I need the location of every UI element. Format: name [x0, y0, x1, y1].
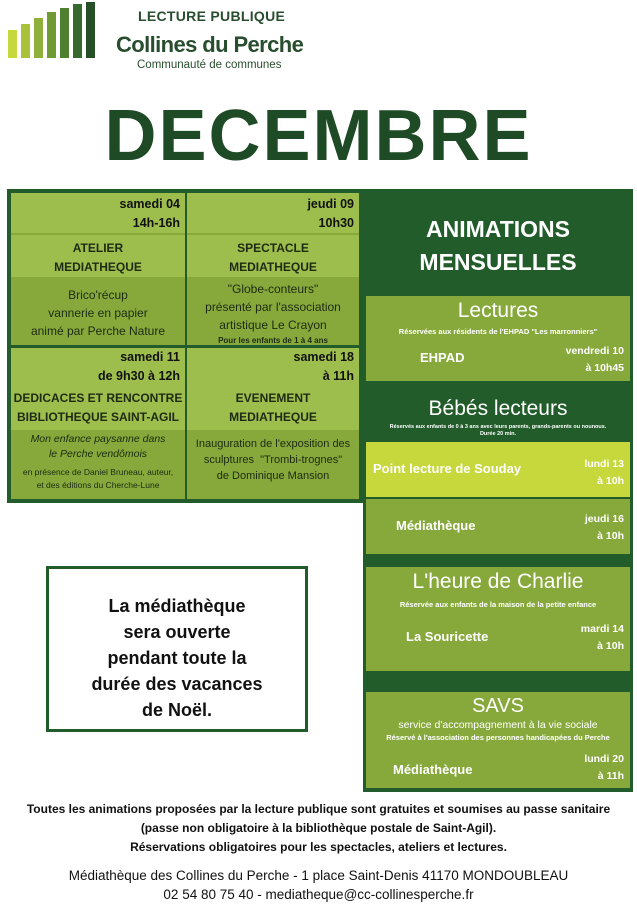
- logo-line-3: Communauté de communes: [137, 59, 282, 71]
- logo-line-1: LECTURE PUBLIQUE: [138, 8, 286, 24]
- notice-line-4: durée des vacances: [91, 674, 263, 694]
- bebes-subtitle-1: Réservés aux enfants de 0 à 3 ans avec leurs parents, grands-parents ou nounous.: [389, 424, 607, 430]
- footer-line-3: Réservations obligatoires pour les spectacles, ateliers et lectures.: [130, 840, 507, 854]
- footer-conditions: [0, 800, 637, 857]
- event-desc-1: Brico'récup: [68, 288, 128, 302]
- session-time: à 10h: [597, 530, 624, 542]
- event-desc-2: le Perche vendômois: [48, 448, 148, 460]
- event-desc-1: "Globe-conteurs": [227, 282, 319, 296]
- logo-bars-icon: [8, 2, 113, 58]
- event-time: de 9h30 à 12h: [98, 369, 180, 383]
- event-note-1: en présence de Daniel Bruneau, auteur,: [22, 467, 174, 477]
- event-time: 10h30: [318, 216, 354, 230]
- event-day: jeudi 09: [307, 197, 354, 211]
- charlie-place: La Souricette: [406, 629, 489, 644]
- panel-title-line-2: MENSUELLES: [419, 249, 577, 275]
- savs-block: [366, 692, 630, 788]
- event-day: samedi 04: [119, 197, 180, 211]
- event-card-1: [11, 193, 185, 345]
- holiday-notice: [46, 566, 308, 732]
- notice-line-1: La médiathèque: [108, 596, 246, 616]
- lectures-block: [366, 296, 630, 381]
- session-place: Point lecture de Souday: [373, 461, 522, 476]
- bebes-title: Bébés lecteurs: [428, 397, 568, 420]
- event-type: DEDICACES ET RENCONTRE: [13, 391, 183, 405]
- logo-line-2: Collines du Perche: [116, 32, 304, 57]
- lectures-title: Lectures: [457, 299, 539, 322]
- event-desc-1: Mon enfance paysanne dans: [30, 433, 166, 445]
- session-time: à 10h: [597, 475, 624, 487]
- event-desc-3: artistique Le Crayon: [219, 318, 327, 332]
- charlie-time: à 10h: [597, 640, 624, 652]
- event-time: à 11h: [322, 369, 354, 383]
- savs-subtitle-1: service d'accompagnement à la vie sociale: [398, 719, 598, 731]
- lectures-day: vendredi 10: [565, 345, 624, 357]
- savs-place: Médiathèque: [393, 762, 473, 777]
- event-desc-3: de Dominique Mansion: [216, 470, 330, 482]
- lectures-place: EHPAD: [420, 350, 465, 365]
- footer-line-1: Toutes les animations proposées par la lecture publique sont gratuites et soumises au passe sanitaire: [26, 802, 611, 816]
- event-card-2: [187, 193, 359, 345]
- session-day: lundi 13: [584, 458, 624, 470]
- event-day: samedi 11: [120, 350, 180, 364]
- bebes-subtitle-2: Durée 20 min.: [479, 431, 517, 437]
- notice-text: [49, 593, 305, 723]
- savs-title: SAVS: [472, 695, 524, 717]
- event-desc-1: Inauguration de l'exposition des: [195, 438, 351, 450]
- panel-title: [363, 213, 633, 279]
- lectures-subtitle: Réservées aux résidents de l'EHPAD "Les marronniers": [398, 327, 598, 336]
- charlie-subtitle: Réservée aux enfants de la maison de la petite enfance: [399, 600, 597, 609]
- month-title: DECEMBRE: [104, 96, 533, 176]
- event-day: samedi 18: [293, 350, 354, 364]
- savs-day: lundi 20: [584, 753, 624, 765]
- event-card-3: [11, 348, 185, 499]
- event-time: 14h-16h: [132, 216, 180, 230]
- footer-line-2: (passe non obligatoire à la bibliothèque postale de Saint-Agil).: [140, 821, 497, 835]
- savs-time: à 11h: [597, 770, 624, 782]
- footer-contact: [0, 866, 637, 904]
- notice-line-2: sera ouverte: [123, 622, 231, 642]
- charlie-day: mardi 14: [580, 623, 624, 635]
- event-card-4: [187, 348, 359, 499]
- monthly-animations-panel: [363, 189, 633, 792]
- session-place: Médiathèque: [396, 518, 476, 533]
- events-grid: [7, 189, 363, 503]
- event-desc-2: sculptures "Trombi-trognes": [203, 454, 343, 466]
- event-note: Pour les enfants de 1 à 4 ans: [218, 336, 328, 345]
- event-place: BIBLIOTHEQUE SAINT-AGIL: [17, 410, 179, 424]
- event-place: MEDIATHEQUE: [229, 260, 317, 274]
- panel-title-line-1: ANIMATIONS: [426, 216, 570, 242]
- notice-line-3: pendant toute la: [107, 648, 247, 668]
- event-desc-3: animé par Perche Nature: [30, 324, 166, 338]
- event-desc-2: vannerie en papier: [48, 306, 148, 320]
- event-type: ATELIER: [72, 241, 124, 255]
- event-place: MEDIATHEQUE: [229, 410, 317, 424]
- notice-line-5: de Noël.: [141, 700, 212, 720]
- event-type: EVENEMENT: [235, 391, 311, 405]
- savs-subtitle-2: Réservé à l'association des personnes handicapées du Perche: [386, 733, 610, 742]
- charlie-title: L'heure de Charlie: [412, 570, 584, 593]
- event-desc-2: présenté par l'association: [205, 300, 341, 314]
- session-day: jeudi 16: [584, 513, 624, 525]
- charlie-block: [366, 567, 630, 671]
- bebes-session-2: [366, 499, 630, 554]
- event-note-2: et des éditions du Cherche-Lune: [36, 480, 160, 490]
- footer-address: Médiathèque des Collines du Perche - 1 place Saint-Denis 41170 MONDOUBLEAU: [68, 868, 569, 883]
- event-type: SPECTACLE: [237, 241, 309, 255]
- lectures-time: à 10h45: [585, 362, 624, 374]
- event-place: MEDIATHEQUE: [54, 260, 142, 274]
- footer-phone-email: 02 54 80 75 40 - mediatheque@cc-collinesperche.fr: [163, 887, 474, 902]
- bebes-session-1: [366, 442, 630, 497]
